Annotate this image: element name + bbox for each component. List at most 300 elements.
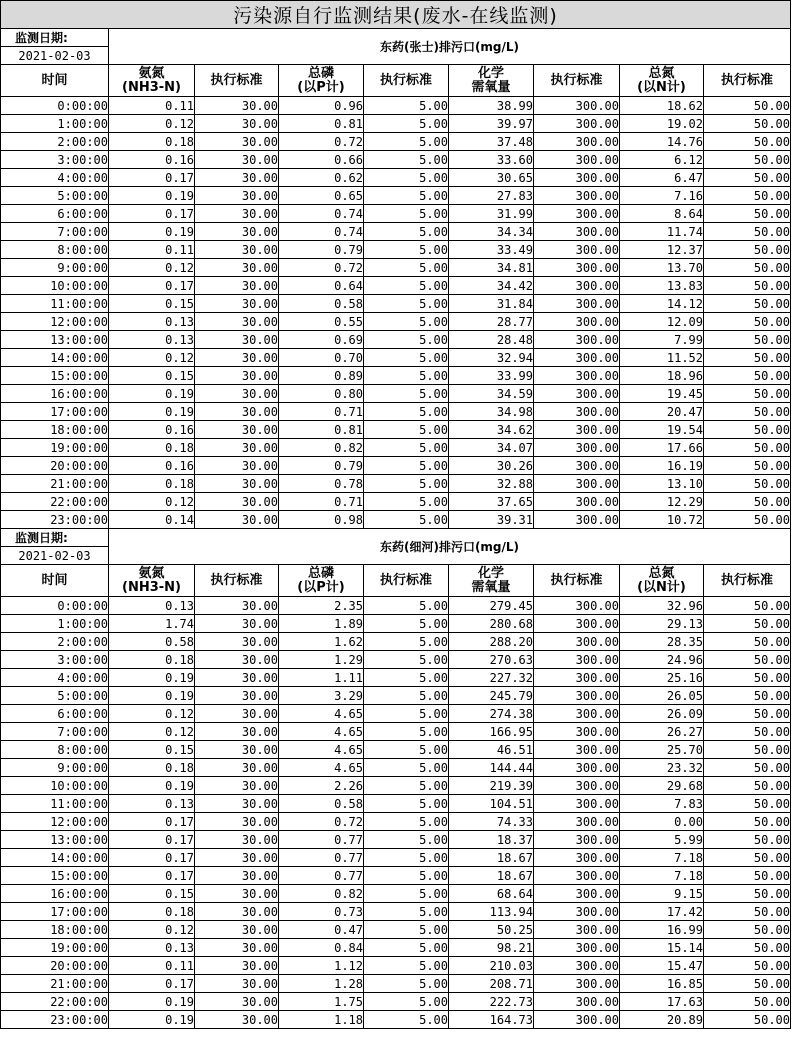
value-cell: 0.13	[109, 331, 195, 349]
column-header: 时间	[1, 565, 109, 597]
value-cell: 50.00	[704, 295, 791, 313]
value-cell: 1.74	[109, 615, 195, 633]
value-cell: 3.29	[279, 687, 364, 705]
column-header: 执行标准	[364, 65, 449, 97]
table-row	[1, 187, 791, 205]
value-cell: 0.66	[279, 151, 364, 169]
time-cell: 15:00:00	[1, 367, 109, 385]
value-cell: 5.00	[364, 849, 449, 867]
time-cell: 23:00:00	[1, 1011, 109, 1029]
value-cell: 30.00	[195, 313, 279, 331]
value-cell: 13.70	[620, 259, 704, 277]
value-cell: 5.00	[364, 439, 449, 457]
value-cell: 50.00	[704, 187, 791, 205]
value-cell: 0.13	[109, 313, 195, 331]
value-cell: 30.00	[195, 97, 279, 115]
value-cell: 0.89	[279, 367, 364, 385]
value-cell: 5.00	[364, 795, 449, 813]
time-cell: 13:00:00	[1, 331, 109, 349]
value-cell: 0.11	[109, 241, 195, 259]
value-cell: 300.00	[534, 831, 620, 849]
value-cell: 30.00	[195, 457, 279, 475]
value-cell: 30.00	[195, 115, 279, 133]
column-header: 执行标准	[704, 65, 791, 97]
value-cell: 300.00	[534, 223, 620, 241]
value-cell: 300.00	[534, 975, 620, 993]
value-cell: 26.27	[620, 723, 704, 741]
value-cell: 5.00	[364, 97, 449, 115]
value-cell: 0.72	[279, 133, 364, 151]
value-cell: 5.00	[364, 741, 449, 759]
value-cell: 0.13	[109, 795, 195, 813]
value-cell: 0.18	[109, 475, 195, 493]
time-cell: 7:00:00	[1, 723, 109, 741]
value-cell: 0.96	[279, 97, 364, 115]
value-cell: 12.37	[620, 241, 704, 259]
value-cell: 274.38	[449, 705, 534, 723]
value-cell: 50.00	[704, 669, 791, 687]
table-row	[1, 957, 791, 975]
value-cell: 4.65	[279, 741, 364, 759]
time-cell: 18:00:00	[1, 921, 109, 939]
value-cell: 0.78	[279, 475, 364, 493]
value-cell: 26.05	[620, 687, 704, 705]
value-cell: 300.00	[534, 457, 620, 475]
table-row	[1, 403, 791, 421]
value-cell: 0.79	[279, 241, 364, 259]
value-cell: 5.99	[620, 831, 704, 849]
value-cell: 0.12	[109, 705, 195, 723]
monitoring-date-label: 监测日期:	[1, 529, 109, 547]
column-header-row	[1, 565, 791, 597]
value-cell: 30.00	[195, 957, 279, 975]
time-cell: 4:00:00	[1, 169, 109, 187]
value-cell: 300.00	[534, 921, 620, 939]
value-cell: 300.00	[534, 97, 620, 115]
value-cell: 300.00	[534, 669, 620, 687]
value-cell: 300.00	[534, 849, 620, 867]
value-cell: 0.74	[279, 205, 364, 223]
time-cell: 8:00:00	[1, 241, 109, 259]
value-cell: 113.94	[449, 903, 534, 921]
value-cell: 30.00	[195, 493, 279, 511]
value-cell: 4.65	[279, 759, 364, 777]
value-cell: 5.00	[364, 169, 449, 187]
time-cell: 3:00:00	[1, 651, 109, 669]
value-cell: 29.68	[620, 777, 704, 795]
time-cell: 7:00:00	[1, 223, 109, 241]
time-cell: 5:00:00	[1, 187, 109, 205]
value-cell: 300.00	[534, 597, 620, 615]
value-cell: 30.00	[195, 421, 279, 439]
value-cell: 1.12	[279, 957, 364, 975]
table-row	[1, 439, 791, 457]
value-cell: 50.00	[704, 493, 791, 511]
value-cell: 300.00	[534, 885, 620, 903]
value-cell: 30.00	[195, 403, 279, 421]
value-cell: 300.00	[534, 1011, 620, 1029]
value-cell: 6.12	[620, 151, 704, 169]
value-cell: 7.18	[620, 867, 704, 885]
title-row	[1, 1, 791, 29]
table-row	[1, 867, 791, 885]
value-cell: 0.84	[279, 939, 364, 957]
time-cell: 20:00:00	[1, 457, 109, 475]
time-cell: 3:00:00	[1, 151, 109, 169]
table-row	[1, 1011, 791, 1029]
value-cell: 0.62	[279, 169, 364, 187]
value-cell: 300.00	[534, 133, 620, 151]
table-row	[1, 651, 791, 669]
value-cell: 30.00	[195, 223, 279, 241]
time-cell: 2:00:00	[1, 133, 109, 151]
value-cell: 11.52	[620, 349, 704, 367]
value-cell: 300.00	[534, 295, 620, 313]
value-cell: 245.79	[449, 687, 534, 705]
value-cell: 50.00	[704, 151, 791, 169]
value-cell: 300.00	[534, 385, 620, 403]
time-cell: 6:00:00	[1, 205, 109, 223]
value-cell: 0.18	[109, 439, 195, 457]
value-cell: 0.19	[109, 777, 195, 795]
value-cell: 0.11	[109, 957, 195, 975]
value-cell: 300.00	[534, 277, 620, 295]
column-header: 总氮 (以N计)	[620, 65, 704, 97]
value-cell: 0.70	[279, 349, 364, 367]
value-cell: 50.25	[449, 921, 534, 939]
value-cell: 300.00	[534, 421, 620, 439]
value-cell: 0.77	[279, 849, 364, 867]
value-cell: 50.00	[704, 385, 791, 403]
time-cell: 12:00:00	[1, 813, 109, 831]
table-row	[1, 241, 791, 259]
value-cell: 5.00	[364, 1011, 449, 1029]
value-cell: 300.00	[534, 903, 620, 921]
value-cell: 50.00	[704, 939, 791, 957]
value-cell: 0.19	[109, 1011, 195, 1029]
column-header: 执行标准	[704, 565, 791, 597]
value-cell: 8.64	[620, 205, 704, 223]
value-cell: 104.51	[449, 795, 534, 813]
value-cell: 30.00	[195, 813, 279, 831]
value-cell: 16.19	[620, 457, 704, 475]
value-cell: 0.18	[109, 651, 195, 669]
value-cell: 39.97	[449, 115, 534, 133]
value-cell: 50.00	[704, 475, 791, 493]
sheet-title: 污染源自行监测结果(废水-在线监测)	[1, 1, 791, 29]
value-cell: 50.00	[704, 457, 791, 475]
table-row	[1, 97, 791, 115]
table-row	[1, 133, 791, 151]
value-cell: 5.00	[364, 723, 449, 741]
value-cell: 32.88	[449, 475, 534, 493]
value-cell: 0.15	[109, 741, 195, 759]
time-cell: 4:00:00	[1, 669, 109, 687]
table-row	[1, 975, 791, 993]
value-cell: 300.00	[534, 633, 620, 651]
value-cell: 30.00	[195, 633, 279, 651]
value-cell: 300.00	[534, 993, 620, 1011]
table-row	[1, 259, 791, 277]
value-cell: 5.00	[364, 421, 449, 439]
value-cell: 13.10	[620, 475, 704, 493]
value-cell: 39.31	[449, 511, 534, 529]
table-row	[1, 277, 791, 295]
value-cell: 0.58	[279, 295, 364, 313]
column-header: 执行标准	[534, 65, 620, 97]
value-cell: 6.47	[620, 169, 704, 187]
table-row	[1, 921, 791, 939]
value-cell: 50.00	[704, 313, 791, 331]
time-cell: 5:00:00	[1, 687, 109, 705]
value-cell: 30.26	[449, 457, 534, 475]
value-cell: 50.00	[704, 777, 791, 795]
value-cell: 16.99	[620, 921, 704, 939]
value-cell: 5.00	[364, 939, 449, 957]
column-header: 时间	[1, 65, 109, 97]
value-cell: 7.16	[620, 187, 704, 205]
value-cell: 300.00	[534, 687, 620, 705]
value-cell: 1.89	[279, 615, 364, 633]
value-cell: 300.00	[534, 205, 620, 223]
value-cell: 50.00	[704, 277, 791, 295]
value-cell: 7.18	[620, 849, 704, 867]
value-cell: 30.00	[195, 795, 279, 813]
value-cell: 34.98	[449, 403, 534, 421]
value-cell: 5.00	[364, 457, 449, 475]
value-cell: 17.66	[620, 439, 704, 457]
value-cell: 0.69	[279, 331, 364, 349]
value-cell: 5.00	[364, 633, 449, 651]
value-cell: 0.17	[109, 867, 195, 885]
value-cell: 0.71	[279, 493, 364, 511]
value-cell: 30.00	[195, 241, 279, 259]
value-cell: 30.00	[195, 669, 279, 687]
value-cell: 30.00	[195, 349, 279, 367]
value-cell: 0.12	[109, 349, 195, 367]
value-cell: 50.00	[704, 831, 791, 849]
value-cell: 0.64	[279, 277, 364, 295]
outlet-name: 东药(细河)排污口(mg/L)	[109, 529, 791, 565]
value-cell: 30.00	[195, 133, 279, 151]
time-cell: 14:00:00	[1, 349, 109, 367]
time-cell: 6:00:00	[1, 705, 109, 723]
table-row	[1, 511, 791, 529]
value-cell: 0.19	[109, 669, 195, 687]
column-header: 总磷 (以P计)	[279, 65, 364, 97]
value-cell: 30.00	[195, 367, 279, 385]
value-cell: 30.65	[449, 169, 534, 187]
value-cell: 30.00	[195, 885, 279, 903]
value-cell: 0.17	[109, 277, 195, 295]
table-row	[1, 367, 791, 385]
value-cell: 18.67	[449, 849, 534, 867]
value-cell: 98.21	[449, 939, 534, 957]
value-cell: 300.00	[534, 259, 620, 277]
value-cell: 5.00	[364, 669, 449, 687]
column-header: 执行标准	[364, 565, 449, 597]
time-cell: 16:00:00	[1, 385, 109, 403]
value-cell: 5.00	[364, 903, 449, 921]
value-cell: 7.99	[620, 331, 704, 349]
value-cell: 50.00	[704, 259, 791, 277]
time-cell: 19:00:00	[1, 939, 109, 957]
value-cell: 30.00	[195, 651, 279, 669]
value-cell: 5.00	[364, 759, 449, 777]
value-cell: 30.00	[195, 831, 279, 849]
value-cell: 0.58	[279, 795, 364, 813]
value-cell: 50.00	[704, 205, 791, 223]
value-cell: 0.15	[109, 295, 195, 313]
time-cell: 10:00:00	[1, 777, 109, 795]
value-cell: 5.00	[364, 313, 449, 331]
value-cell: 0.71	[279, 403, 364, 421]
outlet-name: 东药(张士)排污口(mg/L)	[109, 29, 791, 65]
value-cell: 1.28	[279, 975, 364, 993]
value-cell: 5.00	[364, 885, 449, 903]
time-cell: 9:00:00	[1, 259, 109, 277]
value-cell: 144.44	[449, 759, 534, 777]
value-cell: 300.00	[534, 115, 620, 133]
value-cell: 210.03	[449, 957, 534, 975]
value-cell: 2.35	[279, 597, 364, 615]
table-row	[1, 885, 791, 903]
value-cell: 5.00	[364, 957, 449, 975]
value-cell: 50.00	[704, 403, 791, 421]
value-cell: 50.00	[704, 705, 791, 723]
time-cell: 22:00:00	[1, 493, 109, 511]
value-cell: 300.00	[534, 511, 620, 529]
value-cell: 30.00	[195, 903, 279, 921]
value-cell: 222.73	[449, 993, 534, 1011]
value-cell: 227.32	[449, 669, 534, 687]
value-cell: 1.62	[279, 633, 364, 651]
table-row	[1, 295, 791, 313]
value-cell: 50.00	[704, 597, 791, 615]
value-cell: 11.74	[620, 223, 704, 241]
value-cell: 5.00	[364, 367, 449, 385]
value-cell: 20.47	[620, 403, 704, 421]
value-cell: 300.00	[534, 349, 620, 367]
value-cell: 33.49	[449, 241, 534, 259]
value-cell: 50.00	[704, 421, 791, 439]
value-cell: 219.39	[449, 777, 534, 795]
value-cell: 30.00	[195, 169, 279, 187]
value-cell: 300.00	[534, 741, 620, 759]
value-cell: 0.19	[109, 993, 195, 1011]
monitoring-date-value: 2021-02-03	[1, 547, 109, 565]
section-header-row	[1, 529, 791, 547]
value-cell: 33.60	[449, 151, 534, 169]
value-cell: 166.95	[449, 723, 534, 741]
value-cell: 0.77	[279, 831, 364, 849]
table-row	[1, 687, 791, 705]
table-row	[1, 493, 791, 511]
value-cell: 300.00	[534, 331, 620, 349]
value-cell: 5.00	[364, 259, 449, 277]
value-cell: 300.00	[534, 867, 620, 885]
value-cell: 300.00	[534, 151, 620, 169]
value-cell: 34.62	[449, 421, 534, 439]
value-cell: 0.17	[109, 975, 195, 993]
value-cell: 300.00	[534, 939, 620, 957]
value-cell: 50.00	[704, 741, 791, 759]
value-cell: 5.00	[364, 777, 449, 795]
value-cell: 30.00	[195, 741, 279, 759]
value-cell: 280.68	[449, 615, 534, 633]
value-cell: 164.73	[449, 1011, 534, 1029]
time-cell: 2:00:00	[1, 633, 109, 651]
value-cell: 30.00	[195, 475, 279, 493]
value-cell: 5.00	[364, 813, 449, 831]
value-cell: 25.70	[620, 741, 704, 759]
value-cell: 300.00	[534, 367, 620, 385]
value-cell: 300.00	[534, 439, 620, 457]
value-cell: 19.45	[620, 385, 704, 403]
value-cell: 50.00	[704, 993, 791, 1011]
value-cell: 37.65	[449, 493, 534, 511]
value-cell: 0.17	[109, 205, 195, 223]
time-cell: 12:00:00	[1, 313, 109, 331]
value-cell: 0.15	[109, 885, 195, 903]
value-cell: 74.33	[449, 813, 534, 831]
value-cell: 300.00	[534, 723, 620, 741]
time-cell: 15:00:00	[1, 867, 109, 885]
time-cell: 14:00:00	[1, 849, 109, 867]
value-cell: 30.00	[195, 777, 279, 795]
value-cell: 300.00	[534, 777, 620, 795]
table-row	[1, 349, 791, 367]
value-cell: 5.00	[364, 651, 449, 669]
value-cell: 27.83	[449, 187, 534, 205]
value-cell: 14.76	[620, 133, 704, 151]
value-cell: 0.17	[109, 169, 195, 187]
value-cell: 0.18	[109, 903, 195, 921]
value-cell: 0.81	[279, 115, 364, 133]
table-row	[1, 223, 791, 241]
value-cell: 0.18	[109, 133, 195, 151]
value-cell: 19.02	[620, 115, 704, 133]
value-cell: 7.83	[620, 795, 704, 813]
value-cell: 0.55	[279, 313, 364, 331]
value-cell: 5.00	[364, 349, 449, 367]
value-cell: 38.99	[449, 97, 534, 115]
value-cell: 2.26	[279, 777, 364, 795]
table-row	[1, 331, 791, 349]
value-cell: 300.00	[534, 795, 620, 813]
value-cell: 34.81	[449, 259, 534, 277]
value-cell: 300.00	[534, 313, 620, 331]
time-cell: 9:00:00	[1, 759, 109, 777]
value-cell: 300.00	[534, 705, 620, 723]
value-cell: 5.00	[364, 975, 449, 993]
value-cell: 0.19	[109, 687, 195, 705]
value-cell: 9.15	[620, 885, 704, 903]
value-cell: 28.35	[620, 633, 704, 651]
value-cell: 0.81	[279, 421, 364, 439]
time-cell: 20:00:00	[1, 957, 109, 975]
value-cell: 50.00	[704, 975, 791, 993]
value-cell: 300.00	[534, 493, 620, 511]
value-cell: 18.96	[620, 367, 704, 385]
value-cell: 5.00	[364, 295, 449, 313]
time-cell: 11:00:00	[1, 295, 109, 313]
value-cell: 32.96	[620, 597, 704, 615]
time-cell: 0:00:00	[1, 597, 109, 615]
value-cell: 30.00	[195, 615, 279, 633]
value-cell: 14.12	[620, 295, 704, 313]
monitoring-date-value: 2021-02-03	[1, 47, 109, 65]
